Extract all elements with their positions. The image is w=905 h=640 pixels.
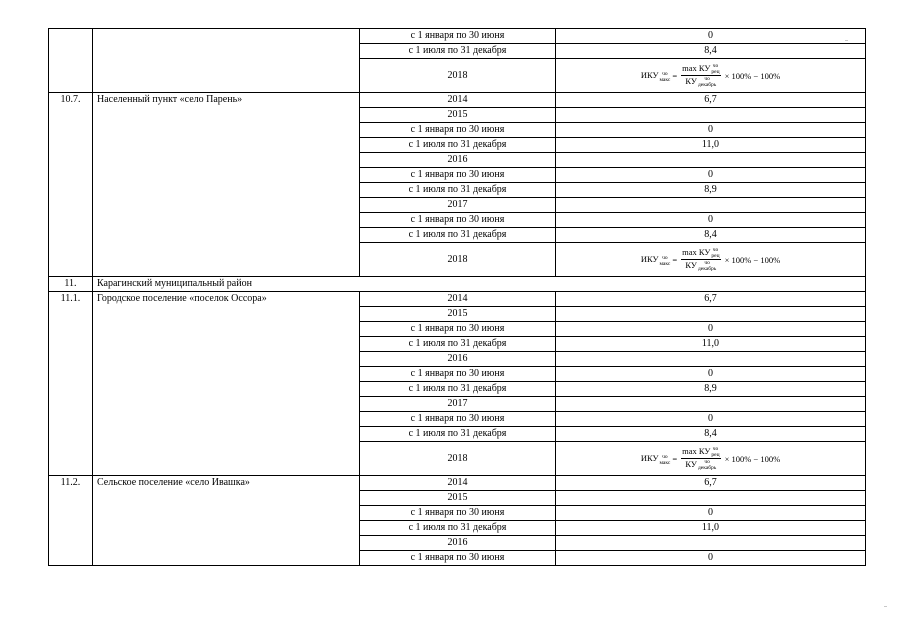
tariff-formula xyxy=(641,63,780,88)
period-cell: 2014 xyxy=(360,93,556,108)
value-cell: 0 xyxy=(556,213,866,228)
value-cell: 8,9 xyxy=(556,382,866,397)
period-cell: с 1 января по 30 июня xyxy=(360,412,556,427)
formula-lhs: ИКУ чо макс xyxy=(640,254,671,267)
formula-equals: = xyxy=(672,70,678,81)
value-cell: 8,9 xyxy=(556,183,866,198)
period-cell: с 1 июля по 31 декабря xyxy=(360,337,556,352)
value-cell: 0 xyxy=(556,367,866,382)
formula-equals: = xyxy=(672,254,678,265)
value-cell xyxy=(556,153,866,168)
value-cell: 0 xyxy=(556,29,866,44)
scan-speck xyxy=(845,40,848,41)
tariff-formula xyxy=(641,247,780,272)
row-number-cell: 11.1. xyxy=(49,292,93,476)
settlement-name-cell xyxy=(93,29,360,93)
formula-fraction xyxy=(681,247,720,272)
period-cell: с 1 июля по 31 декабря xyxy=(360,427,556,442)
value-cell: 6,7 xyxy=(556,292,866,307)
value-cell xyxy=(556,108,866,123)
scan-speck xyxy=(884,606,887,607)
table-row xyxy=(49,29,866,44)
value-cell: 8,4 xyxy=(556,44,866,59)
formula-denominator: КУ чо декабрь xyxy=(685,76,717,89)
row-number-cell: 11.2. xyxy=(49,476,93,566)
formula-suffix: × 100% − 100% xyxy=(724,453,781,464)
period-cell: с 1 июля по 31 декабря xyxy=(360,521,556,536)
tariff-index-table xyxy=(48,28,866,566)
formula-suffix: × 100% − 100% xyxy=(724,70,781,81)
section-title-cell: Карагинский муниципальный район xyxy=(93,277,866,292)
period-cell: с 1 июля по 31 декабря xyxy=(360,138,556,153)
period-cell: 2016 xyxy=(360,352,556,367)
value-cell: 0 xyxy=(556,506,866,521)
value-cell: 0 xyxy=(556,551,866,566)
value-cell: 0 xyxy=(556,412,866,427)
value-cell xyxy=(556,198,866,213)
period-cell: 2014 xyxy=(360,476,556,491)
period-cell: 2017 xyxy=(360,198,556,213)
value-cell: 8,4 xyxy=(556,228,866,243)
period-cell: 2018 xyxy=(360,243,556,277)
table-row xyxy=(49,292,866,307)
value-cell: 6,7 xyxy=(556,93,866,108)
value-cell xyxy=(556,307,866,322)
formula-lhs: ИКУ чо макс xyxy=(640,70,671,83)
period-cell: с 1 января по 30 июня xyxy=(360,213,556,228)
period-cell: 2018 xyxy=(360,442,556,476)
value-cell: 0 xyxy=(556,123,866,138)
formula-suffix: × 100% − 100% xyxy=(724,254,781,265)
tariff-formula xyxy=(641,446,780,471)
formula-numerator: max КУ чо рец xyxy=(682,62,720,75)
formula-fraction xyxy=(681,63,720,88)
formula-denominator: КУ чо декабрь xyxy=(685,459,717,472)
period-cell: с 1 января по 30 июня xyxy=(360,367,556,382)
settlement-name-cell: Городское поселение «поселок Оссора» xyxy=(93,292,360,476)
value-cell xyxy=(556,536,866,551)
period-cell: 2018 xyxy=(360,59,556,93)
period-cell: с 1 января по 30 июня xyxy=(360,123,556,138)
value-cell xyxy=(556,491,866,506)
period-cell: с 1 июля по 31 декабря xyxy=(360,44,556,59)
formula-lhs: ИКУ чо макс xyxy=(640,453,671,466)
period-cell: 2015 xyxy=(360,108,556,123)
value-cell: 11,0 xyxy=(556,337,866,352)
value-cell xyxy=(556,352,866,367)
formula-numerator: max КУ чо рец xyxy=(682,445,720,458)
row-number-cell xyxy=(49,29,93,93)
row-number-cell: 10.7. xyxy=(49,93,93,277)
period-cell: с 1 июля по 31 декабря xyxy=(360,228,556,243)
period-cell: 2015 xyxy=(360,307,556,322)
value-cell: 11,0 xyxy=(556,521,866,536)
value-cell: 11,0 xyxy=(556,138,866,153)
period-cell: с 1 января по 30 июня xyxy=(360,168,556,183)
table-row xyxy=(49,476,866,491)
formula-fraction xyxy=(681,446,720,471)
period-cell: с 1 января по 30 июня xyxy=(360,506,556,521)
section-row xyxy=(49,277,866,292)
period-cell: 2014 xyxy=(360,292,556,307)
table-row xyxy=(49,93,866,108)
period-cell: с 1 января по 30 июня xyxy=(360,551,556,566)
formula-cell xyxy=(556,243,866,277)
period-cell: 2016 xyxy=(360,153,556,168)
formula-numerator: max КУ чо рец xyxy=(682,246,720,259)
table-body xyxy=(49,29,866,566)
settlement-name-cell: Сельское поселение «село Ивашка» xyxy=(93,476,360,566)
value-cell: 8,4 xyxy=(556,427,866,442)
period-cell: с 1 июля по 31 декабря xyxy=(360,183,556,198)
formula-cell xyxy=(556,442,866,476)
value-cell: 6,7 xyxy=(556,476,866,491)
period-cell: с 1 января по 30 июня xyxy=(360,322,556,337)
period-cell: 2015 xyxy=(360,491,556,506)
settlement-name-cell: Населенный пункт «село Парень» xyxy=(93,93,360,277)
value-cell: 0 xyxy=(556,322,866,337)
formula-denominator: КУ чо декабрь xyxy=(685,260,717,273)
value-cell xyxy=(556,397,866,412)
period-cell: 2016 xyxy=(360,536,556,551)
value-cell: 0 xyxy=(556,168,866,183)
period-cell: с 1 июля по 31 декабря xyxy=(360,382,556,397)
row-number-cell: 11. xyxy=(49,277,93,292)
period-cell: с 1 января по 30 июня xyxy=(360,29,556,44)
formula-equals: = xyxy=(672,453,678,464)
period-cell: 2017 xyxy=(360,397,556,412)
formula-cell xyxy=(556,59,866,93)
